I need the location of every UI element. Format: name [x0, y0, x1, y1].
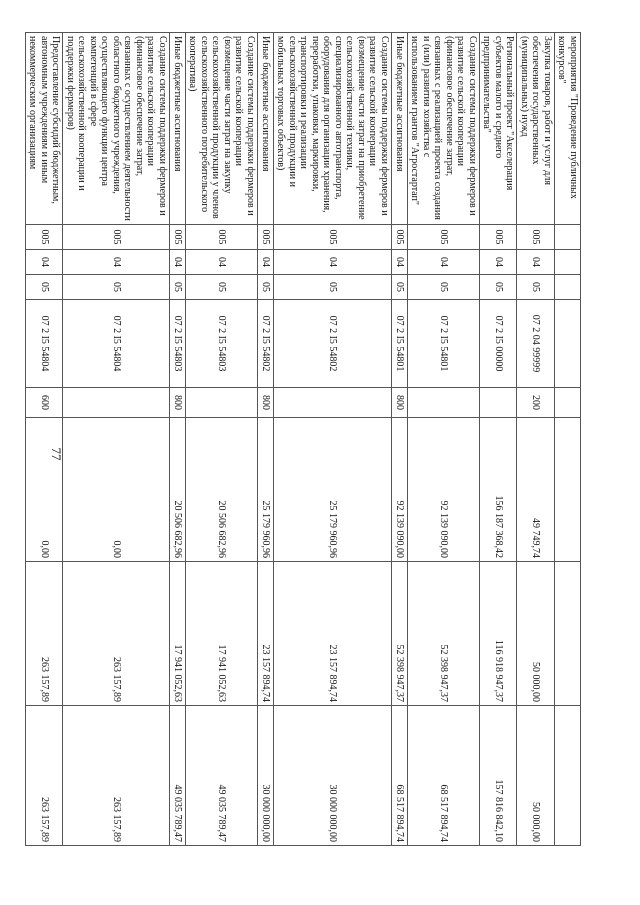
expense-type-cell: 200	[517, 388, 555, 418]
row-name-cell: Иные бюджетные ассигнования	[258, 33, 274, 225]
table-row	[480, 33, 518, 846]
amount-year-3-cell: 68 517 894,74	[392, 706, 408, 846]
table-row	[555, 33, 581, 846]
ministry-code-cell: 005	[26, 225, 64, 250]
table-row	[63, 33, 170, 846]
subsection-cell: 05	[274, 275, 392, 300]
page-number: 77	[49, 447, 64, 461]
target-article-cell: 07 2 I5 54802	[258, 300, 274, 388]
amount-year-1-cell: 0,00	[26, 418, 64, 562]
amount-year-1-cell: 92 139 090,00	[392, 418, 408, 562]
target-article-cell: 07 2 I5 54804	[63, 300, 170, 388]
amount-year-2-cell: 50 000,00	[517, 562, 555, 706]
target-article-cell: 07 2 I5 00000	[480, 300, 518, 388]
table-row	[392, 33, 408, 846]
row-name-cell: Иные бюджетные ассигнования	[170, 33, 186, 225]
target-article-cell: 07 2 I5 54803	[170, 300, 186, 388]
amount-year-3-cell: 157 816 842,10	[480, 706, 518, 846]
table-row	[517, 33, 555, 846]
amount-year-2-cell: 17 941 052,63	[186, 562, 258, 706]
subsection-cell: 05	[480, 275, 518, 300]
row-name-cell: Иные бюджетные ассигнования	[392, 33, 408, 225]
amount-year-1-cell: 20 506 682,96	[186, 418, 258, 562]
section-cell: 04	[63, 250, 170, 275]
target-article-cell	[555, 300, 581, 388]
section-cell: 04	[170, 250, 186, 275]
ministry-code-cell: 005	[170, 225, 186, 250]
amount-year-2-cell: 263 157,89	[63, 562, 170, 706]
amount-year-3-cell: 49 035 789,47	[186, 706, 258, 846]
row-name-cell: Региональный проект "Акселерация субъектов малого и среднего предпринимательства"	[480, 33, 518, 225]
subsection-cell: 05	[392, 275, 408, 300]
table-row	[258, 33, 274, 846]
table-row	[274, 33, 392, 846]
subsection-cell: 05	[258, 275, 274, 300]
amount-year-2-cell: 52 398 947,37	[392, 562, 408, 706]
amount-year-1-cell: 25 179 960,96	[258, 418, 274, 562]
amount-year-3-cell: 30 000 000,00	[258, 706, 274, 846]
budget-table	[25, 32, 581, 846]
target-article-cell: 07 2 I5 54802	[274, 300, 392, 388]
expense-type-cell	[186, 388, 258, 418]
amount-year-2-cell: 263 157,89	[26, 562, 64, 706]
amount-year-3-cell	[555, 706, 581, 846]
expense-type-cell: 800	[392, 388, 408, 418]
target-article-cell: 07 2 04 99999	[517, 300, 555, 388]
ministry-code-cell: 005	[186, 225, 258, 250]
ministry-code-cell: 005	[63, 225, 170, 250]
row-name-cell: мероприятия "Проведение публичных конкурсов"	[555, 33, 581, 225]
row-name-cell: Создание системы поддержки фермеров и развитие сельской кооперации (финансовое обеспечение затрат, связанных с реализацией проекта создания и (или) развития хозяйства с использованием грантов "Агростартап"	[408, 33, 480, 225]
amount-year-1-cell: 49 749,74	[517, 418, 555, 562]
ministry-code-cell: 005	[480, 225, 518, 250]
amount-year-3-cell: 263 157,89	[26, 706, 64, 846]
expense-type-cell: 800	[170, 388, 186, 418]
section-cell: 04	[480, 250, 518, 275]
amount-year-2-cell: 116 918 947,37	[480, 562, 518, 706]
row-name-cell: Закупка товаров, работ и услуг для обеспечения государственных (муниципальных) нужд	[517, 33, 555, 225]
ministry-code-cell: 005	[274, 225, 392, 250]
amount-year-3-cell: 68 517 894,74	[408, 706, 480, 846]
ministry-code-cell: 005	[408, 225, 480, 250]
subsection-cell: 05	[517, 275, 555, 300]
table-row	[186, 33, 258, 846]
amount-year-2-cell: 23 157 894,74	[274, 562, 392, 706]
table-row	[170, 33, 186, 846]
amount-year-2-cell: 17 941 052,63	[170, 562, 186, 706]
amount-year-2-cell	[555, 562, 581, 706]
section-cell: 04	[517, 250, 555, 275]
expense-type-cell	[408, 388, 480, 418]
target-article-cell: 07 2 I5 54804	[26, 300, 64, 388]
subsection-cell: 05	[63, 275, 170, 300]
section-cell: 04	[186, 250, 258, 275]
amount-year-1-cell: 0,00	[63, 418, 170, 562]
expense-type-cell	[63, 388, 170, 418]
amount-year-1-cell: 156 187 368,42	[480, 418, 518, 562]
section-cell: 04	[408, 250, 480, 275]
section-cell: 04	[26, 250, 64, 275]
target-article-cell: 07 2 I5 54801	[392, 300, 408, 388]
amount-year-1-cell: 25 179 960,96	[274, 418, 392, 562]
target-article-cell: 07 2 I5 54803	[186, 300, 258, 388]
ministry-code-cell: 005	[392, 225, 408, 250]
ministry-code-cell: 005	[517, 225, 555, 250]
amount-year-1-cell: 20 506 682,96	[170, 418, 186, 562]
row-name-cell: Создание системы поддержки фермеров и развитие сельской кооперации (финансовое обеспечение затрат, связанных с осуществлением деятельности областного бюджетного учреждения, осуществляющего функции центра компетенций в сфере сельскохозяйственной кооперации и поддержки фермеров)	[63, 33, 170, 225]
target-article-cell: 07 2 I5 54801	[408, 300, 480, 388]
subsection-cell: 05	[186, 275, 258, 300]
ministry-code-cell	[555, 225, 581, 250]
amount-year-1-cell	[555, 418, 581, 562]
amount-year-1-cell: 92 139 090,00	[408, 418, 480, 562]
expense-type-cell: 600	[26, 388, 64, 418]
amount-year-3-cell: 50 000,00	[517, 706, 555, 846]
expense-type-cell	[480, 388, 518, 418]
section-cell: 04	[392, 250, 408, 275]
subsection-cell	[555, 275, 581, 300]
row-name-cell: Предоставление субсидий бюджетным, автономным учреждениям и иным некоммерческим организациям	[26, 33, 64, 225]
table-row	[26, 33, 64, 846]
ministry-code-cell: 005	[258, 225, 274, 250]
table-body	[26, 33, 581, 846]
section-cell: 04	[274, 250, 392, 275]
row-name-cell: Создание системы поддержки фермеров и развитие сельской кооперации (возмещение части затрат на приобретение сельскохозяйственной техники, специализированного автотранспорта, оборудования для организации хранения, переработки, упаковки, маркировки, транспортировки и реализации сельскохозяйственной продукции и мобильных торговых объектов)	[274, 33, 392, 225]
amount-year-3-cell: 49 035 789,47	[170, 706, 186, 846]
subsection-cell: 05	[26, 275, 64, 300]
amount-year-2-cell: 52 398 947,37	[408, 562, 480, 706]
subsection-cell: 05	[170, 275, 186, 300]
expense-type-cell: 800	[258, 388, 274, 418]
section-cell: 04	[258, 250, 274, 275]
section-cell	[555, 250, 581, 275]
subsection-cell: 05	[408, 275, 480, 300]
expense-type-cell	[274, 388, 392, 418]
amount-year-3-cell: 263 157,89	[63, 706, 170, 846]
table-row	[408, 33, 480, 846]
amount-year-2-cell: 23 157 894,74	[258, 562, 274, 706]
amount-year-3-cell: 30 000 000,00	[274, 706, 392, 846]
row-name-cell: Создание системы поддержки фермеров и развитие сельской кооперации (возмещение части затрат на закупку сельскохозяйственной продукции у членов сельскохозяйственного потребительского кооператива)	[186, 33, 258, 225]
expense-type-cell	[555, 388, 581, 418]
